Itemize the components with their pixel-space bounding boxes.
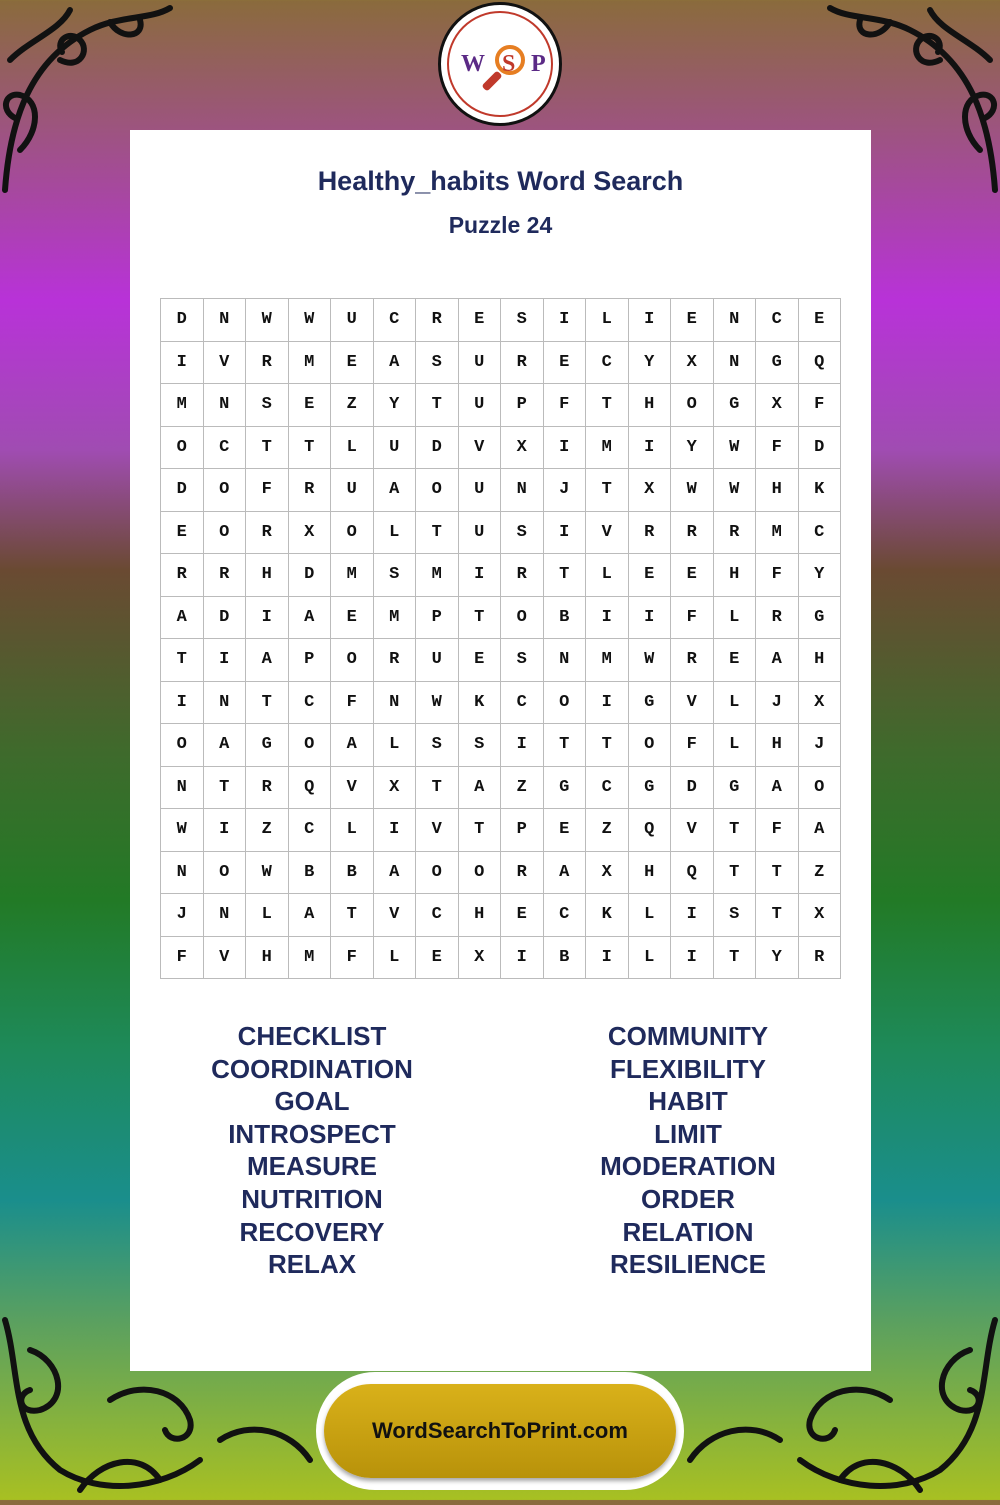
grid-cell[interactable]: K	[586, 894, 629, 937]
grid-cell[interactable]: X	[501, 427, 544, 470]
word-list-right	[538, 1020, 838, 1281]
grid-cell[interactable]: L	[586, 299, 629, 342]
grid-cell[interactable]: M	[289, 342, 332, 385]
grid-cell[interactable]: F	[331, 937, 374, 980]
grid-cell[interactable]: R	[204, 554, 247, 597]
grid-cell[interactable]: E	[544, 342, 587, 385]
grid-cell[interactable]: M	[756, 512, 799, 555]
grid-cell[interactable]: L	[629, 894, 672, 937]
grid-cell[interactable]: X	[799, 682, 842, 725]
grid-cell[interactable]: D	[289, 554, 332, 597]
grid-cell[interactable]: T	[756, 894, 799, 937]
grid-cell[interactable]: M	[331, 554, 374, 597]
grid-cell[interactable]: I	[246, 597, 289, 640]
grid-cell[interactable]: I	[586, 937, 629, 980]
grid-cell[interactable]: W	[289, 299, 332, 342]
grid-cell[interactable]: W	[246, 852, 289, 895]
grid-cell[interactable]: I	[161, 342, 204, 385]
grid-cell[interactable]: E	[289, 384, 332, 427]
grid-cell[interactable]: Q	[799, 342, 842, 385]
grid-cell[interactable]: Y	[374, 384, 417, 427]
grid-cell[interactable]: E	[459, 299, 502, 342]
grid-cell[interactable]: O	[204, 469, 247, 512]
grid-cell[interactable]: T	[586, 384, 629, 427]
grid-cell[interactable]: N	[714, 342, 757, 385]
grid-cell[interactable]: E	[671, 299, 714, 342]
grid-cell[interactable]: V	[586, 512, 629, 555]
grid-cell[interactable]: R	[501, 852, 544, 895]
grid-cell[interactable]: C	[289, 809, 332, 852]
grid-cell[interactable]: I	[629, 299, 672, 342]
grid-cell[interactable]: S	[714, 894, 757, 937]
grid-cell[interactable]: U	[459, 384, 502, 427]
grid-cell[interactable]: F	[161, 937, 204, 980]
grid-cell[interactable]: H	[629, 384, 672, 427]
grid-cell[interactable]: V	[459, 427, 502, 470]
grid-cell[interactable]: A	[289, 597, 332, 640]
grid-cell[interactable]: O	[204, 852, 247, 895]
grid-cell[interactable]: T	[246, 682, 289, 725]
grid-cell[interactable]: T	[331, 894, 374, 937]
grid-cell[interactable]: T	[204, 767, 247, 810]
grid-cell[interactable]: C	[374, 299, 417, 342]
grid-cell[interactable]: E	[671, 554, 714, 597]
grid-cell[interactable]: T	[714, 852, 757, 895]
grid-cell[interactable]: I	[459, 554, 502, 597]
grid-cell[interactable]: S	[374, 554, 417, 597]
grid-cell[interactable]: D	[416, 427, 459, 470]
grid-cell[interactable]: R	[671, 639, 714, 682]
grid-cell[interactable]: K	[799, 469, 842, 512]
grid-cell[interactable]: F	[799, 384, 842, 427]
word-item: GOAL	[274, 1086, 350, 1117]
grid-cell[interactable]: I	[544, 427, 587, 470]
grid-cell[interactable]: T	[586, 724, 629, 767]
grid-cell[interactable]: L	[714, 682, 757, 725]
grid-cell[interactable]: W	[629, 639, 672, 682]
grid-cell[interactable]: D	[161, 469, 204, 512]
word-item: RELAX	[267, 1249, 357, 1280]
grid-cell[interactable]: E	[629, 554, 672, 597]
grid-cell[interactable]: X	[459, 937, 502, 980]
grid-cell[interactable]: C	[204, 427, 247, 470]
grid-cell[interactable]: I	[501, 724, 544, 767]
grid-cell[interactable]: B	[289, 852, 332, 895]
site-link-button[interactable]: WordSearchToPrint.com	[324, 1384, 676, 1478]
grid-cell[interactable]: P	[501, 384, 544, 427]
grid-cell[interactable]: A	[799, 809, 842, 852]
grid-cell[interactable]: W	[246, 299, 289, 342]
word-item: HABIT	[648, 1086, 728, 1117]
grid-cell[interactable]: R	[756, 597, 799, 640]
grid-cell[interactable]: L	[374, 512, 417, 555]
grid-cell[interactable]: I	[501, 937, 544, 980]
grid-cell[interactable]: Z	[586, 809, 629, 852]
grid-cell[interactable]: F	[671, 597, 714, 640]
grid-cell[interactable]: A	[289, 894, 332, 937]
grid-cell[interactable]: R	[246, 767, 289, 810]
grid-cell[interactable]: N	[161, 767, 204, 810]
grid-cell[interactable]: E	[416, 937, 459, 980]
grid-cell[interactable]: X	[289, 512, 332, 555]
grid-cell[interactable]: R	[246, 342, 289, 385]
grid-cell[interactable]: A	[161, 597, 204, 640]
grid-cell[interactable]: E	[714, 639, 757, 682]
grid-cell[interactable]: U	[331, 299, 374, 342]
grid-cell[interactable]: M	[161, 384, 204, 427]
word-item: COORDINATION	[211, 1053, 413, 1084]
site-link-frame	[316, 1372, 684, 1490]
grid-cell[interactable]: X	[799, 894, 842, 937]
grid-cell[interactable]: I	[374, 809, 417, 852]
grid-cell[interactable]: P	[501, 809, 544, 852]
grid-cell[interactable]: O	[416, 852, 459, 895]
grid-cell[interactable]: B	[544, 597, 587, 640]
grid-cell[interactable]: R	[416, 299, 459, 342]
grid-cell[interactable]: I	[586, 682, 629, 725]
grid-cell[interactable]: T	[246, 427, 289, 470]
grid-cell[interactable]: T	[714, 937, 757, 980]
grid-cell[interactable]: F	[756, 554, 799, 597]
grid-cell[interactable]: R	[629, 512, 672, 555]
grid-cell[interactable]: X	[671, 342, 714, 385]
logo-letter-s: S	[502, 51, 516, 77]
grid-cell[interactable]: R	[501, 342, 544, 385]
grid-cell[interactable]: I	[204, 809, 247, 852]
grid-cell[interactable]: X	[756, 384, 799, 427]
grid-cell[interactable]: S	[501, 299, 544, 342]
grid-cell[interactable]: M	[586, 427, 629, 470]
grid-cell[interactable]: U	[459, 512, 502, 555]
grid-cell[interactable]: A	[246, 639, 289, 682]
word-item: RECOVERY	[239, 1216, 385, 1247]
puzzle-panel	[130, 130, 871, 1371]
grid-cell[interactable]: N	[374, 682, 417, 725]
grid-cell[interactable]: T	[586, 469, 629, 512]
grid-cell[interactable]: Q	[671, 852, 714, 895]
grid-cell[interactable]: G	[246, 724, 289, 767]
grid-cell[interactable]: V	[671, 682, 714, 725]
grid-cell[interactable]: T	[459, 597, 502, 640]
grid-cell[interactable]: G	[629, 682, 672, 725]
grid-cell[interactable]: I	[544, 512, 587, 555]
word-item: ORDER	[641, 1183, 735, 1214]
grid-cell[interactable]: A	[374, 342, 417, 385]
grid-cell[interactable]: O	[671, 384, 714, 427]
grid-cell[interactable]: I	[544, 299, 587, 342]
word-item: MODERATION	[600, 1151, 776, 1182]
grid-cell[interactable]: V	[374, 894, 417, 937]
grid-cell[interactable]: A	[331, 724, 374, 767]
grid-cell[interactable]: O	[331, 639, 374, 682]
grid-cell[interactable]: O	[799, 767, 842, 810]
grid-cell[interactable]: G	[714, 384, 757, 427]
grid-cell[interactable]: W	[416, 682, 459, 725]
grid-cell[interactable]: Z	[331, 384, 374, 427]
grid-cell[interactable]: L	[331, 809, 374, 852]
grid-cell[interactable]: D	[671, 767, 714, 810]
word-item: RESILIENCE	[609, 1249, 767, 1280]
grid-cell[interactable]: I	[671, 894, 714, 937]
grid-cell[interactable]: H	[459, 894, 502, 937]
grid-cell[interactable]: I	[204, 639, 247, 682]
grid-cell[interactable]: O	[629, 724, 672, 767]
grid-cell[interactable]: M	[289, 937, 332, 980]
grid-cell[interactable]: I	[629, 427, 672, 470]
logo-ring	[447, 11, 553, 117]
grid-cell[interactable]: M	[374, 597, 417, 640]
grid-cell[interactable]: G	[799, 597, 842, 640]
grid-cell[interactable]: G	[714, 767, 757, 810]
grid-cell[interactable]: G	[756, 342, 799, 385]
grid-cell[interactable]: A	[374, 852, 417, 895]
grid-cell[interactable]: R	[671, 512, 714, 555]
grid-cell[interactable]: C	[586, 767, 629, 810]
grid-cell[interactable]: E	[331, 597, 374, 640]
grid-cell[interactable]: N	[204, 299, 247, 342]
grid-cell[interactable]: T	[289, 427, 332, 470]
grid-cell[interactable]: F	[246, 469, 289, 512]
grid-cell[interactable]: M	[416, 554, 459, 597]
grid-cell[interactable]: Y	[629, 342, 672, 385]
grid-cell[interactable]: G	[544, 767, 587, 810]
grid-cell[interactable]: U	[459, 342, 502, 385]
grid-cell[interactable]: S	[416, 724, 459, 767]
grid-cell[interactable]: O	[289, 724, 332, 767]
grid-cell[interactable]: O	[416, 469, 459, 512]
grid-cell[interactable]: W	[671, 469, 714, 512]
grid-cell[interactable]: A	[204, 724, 247, 767]
grid-cell[interactable]: Z	[246, 809, 289, 852]
grid-cell[interactable]: E	[161, 512, 204, 555]
grid-cell[interactable]: L	[629, 937, 672, 980]
grid-cell[interactable]: D	[161, 299, 204, 342]
site-logo[interactable]	[438, 2, 562, 126]
grid-cell[interactable]: H	[714, 554, 757, 597]
grid-cell[interactable]: I	[629, 597, 672, 640]
grid-cell[interactable]: J	[756, 682, 799, 725]
grid-cell[interactable]: O	[501, 597, 544, 640]
grid-cell[interactable]: Y	[799, 554, 842, 597]
grid-cell[interactable]: Y	[671, 427, 714, 470]
grid-cell[interactable]: R	[714, 512, 757, 555]
grid-cell[interactable]: P	[289, 639, 332, 682]
word-item: RELATION	[622, 1216, 754, 1247]
grid-cell[interactable]: U	[416, 639, 459, 682]
grid-cell[interactable]: R	[799, 937, 842, 980]
grid-cell[interactable]: L	[374, 937, 417, 980]
grid-cell[interactable]: A	[544, 852, 587, 895]
grid-cell[interactable]: F	[756, 427, 799, 470]
grid-cell[interactable]: J	[799, 724, 842, 767]
grid-cell[interactable]: V	[204, 937, 247, 980]
grid-cell[interactable]: L	[714, 724, 757, 767]
puzzle-number: Puzzle 24	[448, 212, 553, 238]
grid-cell[interactable]: F	[544, 384, 587, 427]
grid-cell[interactable]: W	[161, 809, 204, 852]
grid-cell[interactable]: F	[756, 809, 799, 852]
grid-cell[interactable]: U	[459, 469, 502, 512]
grid-cell[interactable]: X	[629, 469, 672, 512]
grid-cell[interactable]: Z	[501, 767, 544, 810]
grid-cell[interactable]: I	[161, 682, 204, 725]
grid-cell[interactable]: E	[459, 639, 502, 682]
grid-cell[interactable]: J	[161, 894, 204, 937]
grid-cell[interactable]: N	[204, 384, 247, 427]
grid-cell[interactable]: E	[501, 894, 544, 937]
grid-cell[interactable]: T	[161, 639, 204, 682]
grid-cell[interactable]: T	[416, 767, 459, 810]
grid-cell[interactable]: E	[544, 809, 587, 852]
grid-cell[interactable]: K	[459, 682, 502, 725]
grid-cell[interactable]: N	[204, 682, 247, 725]
grid-cell[interactable]: E	[331, 342, 374, 385]
word-item: COMMUNITY	[607, 1021, 769, 1051]
grid-cell[interactable]: O	[161, 724, 204, 767]
grid-cell[interactable]: V	[416, 809, 459, 852]
grid-cell[interactable]: R	[374, 639, 417, 682]
grid-cell[interactable]: C	[501, 682, 544, 725]
grid-cell[interactable]: L	[331, 427, 374, 470]
grid-cell[interactable]: O	[331, 512, 374, 555]
word-item: NUTRITION	[241, 1183, 383, 1214]
grid-cell[interactable]: A	[374, 469, 417, 512]
grid-cell[interactable]: T	[714, 809, 757, 852]
grid-cell[interactable]: U	[374, 427, 417, 470]
grid-cell[interactable]: F	[671, 724, 714, 767]
grid-cell[interactable]: T	[756, 852, 799, 895]
grid-cell[interactable]: R	[501, 554, 544, 597]
grid-cell[interactable]: S	[246, 384, 289, 427]
logo-letter-w: W	[461, 51, 485, 77]
grid-cell[interactable]: S	[416, 342, 459, 385]
grid-cell[interactable]: O	[459, 852, 502, 895]
grid-cell[interactable]: O	[204, 512, 247, 555]
grid-cell[interactable]: I	[586, 597, 629, 640]
grid-cell[interactable]: X	[374, 767, 417, 810]
grid-cell[interactable]: L	[586, 554, 629, 597]
grid-cell[interactable]: R	[246, 512, 289, 555]
grid-cell[interactable]: T	[544, 724, 587, 767]
grid-cell[interactable]: P	[416, 597, 459, 640]
grid-cell[interactable]: N	[544, 639, 587, 682]
grid-cell[interactable]: F	[331, 682, 374, 725]
grid-cell[interactable]: N	[501, 469, 544, 512]
grid-cell[interactable]: B	[331, 852, 374, 895]
grid-cell[interactable]: C	[756, 299, 799, 342]
grid-cell[interactable]: N	[714, 299, 757, 342]
grid-cell[interactable]: G	[629, 767, 672, 810]
grid-cell[interactable]: L	[246, 894, 289, 937]
grid-cell[interactable]: V	[671, 809, 714, 852]
grid-cell[interactable]: J	[544, 469, 587, 512]
grid-cell[interactable]: T	[416, 512, 459, 555]
grid-cell[interactable]: O	[161, 427, 204, 470]
word-item: MEASURE	[246, 1151, 377, 1182]
grid-cell[interactable]: A	[756, 639, 799, 682]
grid-cell[interactable]: D	[799, 427, 842, 470]
grid-cell[interactable]: V	[331, 767, 374, 810]
page-title: Healthy_habits Word Search	[317, 166, 684, 196]
grid-cell[interactable]: C	[416, 894, 459, 937]
grid-cell[interactable]: H	[246, 937, 289, 980]
grid-cell[interactable]: Y	[756, 937, 799, 980]
grid-cell[interactable]: T	[416, 384, 459, 427]
grid-cell[interactable]: I	[671, 937, 714, 980]
grid-cell[interactable]: C	[289, 682, 332, 725]
grid-cell[interactable]: S	[459, 724, 502, 767]
grid-cell[interactable]: H	[756, 724, 799, 767]
grid-cell[interactable]: W	[714, 469, 757, 512]
word-list-left	[162, 1020, 462, 1281]
grid-cell[interactable]: R	[289, 469, 332, 512]
grid-cell[interactable]: H	[246, 554, 289, 597]
grid-cell[interactable]: X	[586, 852, 629, 895]
grid-cell[interactable]: H	[629, 852, 672, 895]
grid-cell[interactable]: C	[799, 512, 842, 555]
grid-cell[interactable]: N	[204, 894, 247, 937]
grid-cell[interactable]: B	[544, 937, 587, 980]
word-item: LIMIT	[654, 1118, 722, 1149]
grid-cell[interactable]: R	[161, 554, 204, 597]
grid-cell[interactable]: Z	[799, 852, 842, 895]
grid-cell[interactable]: M	[586, 639, 629, 682]
grid-cell[interactable]: N	[161, 852, 204, 895]
grid-cell[interactable]: H	[799, 639, 842, 682]
grid-cell[interactable]: A	[459, 767, 502, 810]
grid-cell[interactable]: U	[331, 469, 374, 512]
word-item: INTROSPECT	[228, 1118, 396, 1149]
grid-cell[interactable]: W	[714, 427, 757, 470]
logo-letter-p: P	[531, 51, 546, 77]
letter-grid	[160, 298, 841, 979]
grid-cell[interactable]: C	[544, 894, 587, 937]
grid-cell[interactable]: S	[501, 639, 544, 682]
grid-cell[interactable]: E	[799, 299, 842, 342]
grid-cell[interactable]: O	[544, 682, 587, 725]
grid-cell[interactable]: D	[204, 597, 247, 640]
grid-cell[interactable]: A	[756, 767, 799, 810]
grid-cell[interactable]: C	[586, 342, 629, 385]
grid-cell[interactable]: Q	[289, 767, 332, 810]
grid-cell[interactable]: V	[204, 342, 247, 385]
grid-cell[interactable]: S	[501, 512, 544, 555]
word-item: FLEXIBILITY	[610, 1053, 766, 1084]
grid-cell[interactable]: Q	[629, 809, 672, 852]
grid-cell[interactable]: L	[714, 597, 757, 640]
word-item: CHECKLIST	[237, 1021, 387, 1051]
grid-cell[interactable]: L	[374, 724, 417, 767]
grid-cell[interactable]: T	[544, 554, 587, 597]
grid-cell[interactable]: H	[756, 469, 799, 512]
grid-cell[interactable]: T	[459, 809, 502, 852]
